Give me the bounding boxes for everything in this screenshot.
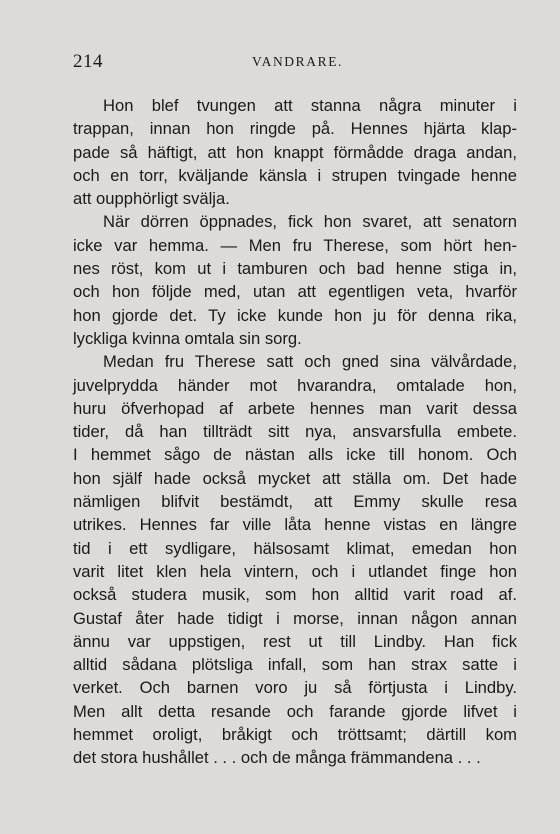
paragraph — [73, 350, 517, 769]
text-line: pade så häftigt, att hon knappt förmådde draga andan, — [73, 142, 517, 162]
text-line: hon själf hade också mycket att ställa om. Det hade — [73, 468, 517, 488]
text-line: och hon följde med, utan att egentligen veta, hvarför — [73, 282, 517, 302]
text-line: och en torr, kväljande känsla i strupen tvingade henne — [73, 165, 517, 185]
text-line: Hon blef tvungen att stanna några minuter i — [103, 96, 517, 115]
body-text — [73, 94, 517, 770]
text-line: verket. Och barnen voro ju så förtjusta i Lindby. — [73, 678, 517, 698]
text-line: lyckliga kvinna omtala sin sorg. — [73, 328, 302, 348]
text-line: varit litet klen hela vintern, och i utlandet finge hon — [73, 561, 517, 581]
text-line: tider, då han tillträdt sitt nya, ansvarsfulla embete. — [73, 422, 517, 442]
text-line: hemmet oroligt, bråkigt och tröttsamt; därtill kom — [73, 725, 517, 745]
paragraph — [73, 94, 517, 210]
text-line: nämligen blifvit bestämdt, att Emmy skulle resa — [73, 492, 517, 512]
text-line: juvelprydda händer mot hvarandra, omtalade hon, — [73, 375, 517, 395]
text-line: I hemmet sågo de nästan alls icke till honom. Och — [73, 445, 517, 465]
text-line: hon gjorde det. Ty icke kunde hon ju för denna rika, — [73, 305, 517, 325]
text-line: tid i ett sydligare, hälsosamt klimat, emedan hon — [73, 538, 517, 558]
page-number: 214 — [73, 51, 103, 72]
text-line: alltid sådana plötsliga infall, som han strax satte i — [73, 655, 517, 675]
text-line: När dörren öppnades, fick hon svaret, att senatorn — [103, 212, 517, 232]
text-line: ännu var uppstigen, rest ut till Lindby. Han fick — [73, 631, 517, 651]
page-header — [73, 51, 515, 73]
text-line: Medan fru Therese satt och gned sina välvårdade, — [103, 352, 517, 372]
text-line: det stora hushållet . . . och de många främmandena . . . — [73, 748, 481, 768]
text-line: utrikes. Hennes far ville låta henne vistas en längre — [73, 515, 517, 535]
text-line: icke var hemma. — Men fru Therese, som hört hen- — [73, 235, 517, 255]
running-head: VANDRARE. — [252, 54, 344, 69]
text-line: Men allt detta resande och farande gjorde lifvet i — [73, 701, 517, 721]
text-line: nes röst, kom ut i tamburen och bad henne stiga in, — [73, 259, 517, 279]
text-line: huru öfverhopad af arbete hennes man varit dessa — [73, 398, 517, 418]
text-line: Gustaf åter hade tidigt i morse, innan någon annan — [73, 608, 517, 628]
paragraph — [73, 210, 517, 350]
text-line: också studera musik, som hon alltid varit road af. — [73, 585, 517, 605]
text-line: trappan, innan hon ringde på. Hennes hjärta klap- — [73, 119, 517, 139]
text-line: att oupphörligt svälja. — [73, 189, 230, 209]
